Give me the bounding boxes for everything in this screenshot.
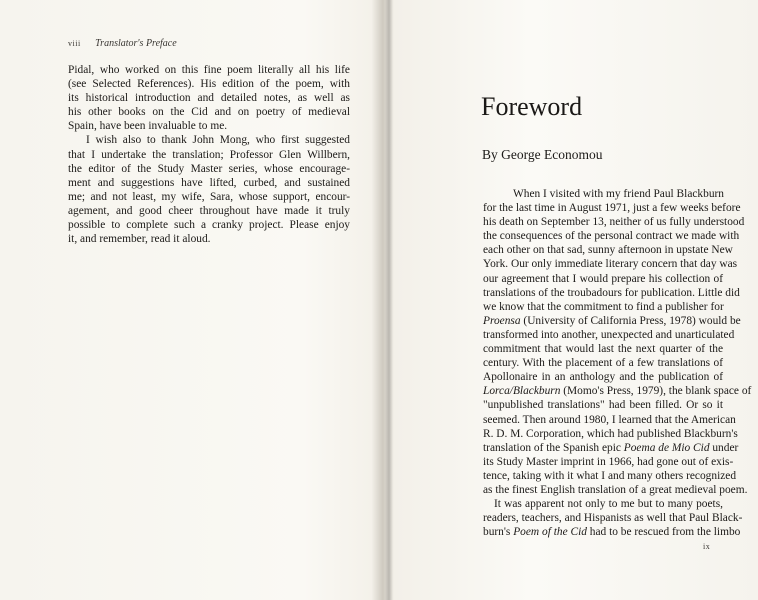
text-line: Lorca/Blackburn (Momo's Press, 1979), the blank space of (483, 385, 752, 398)
text-line: translation of the Spanish epic Poema de Mio Cid under (483, 441, 739, 454)
text-line: Spain, have been invaluable to me. (68, 120, 228, 133)
byline: By George Economou (482, 147, 603, 162)
text-line: ment and suggestions have lifted, curbed, and sustained (68, 176, 350, 189)
text-line: agement, and good cheer throughout have made it truly (68, 204, 350, 217)
text-line: that I undertake the translation; Professor Glen Willbern, (68, 148, 350, 161)
left-body-text (68, 63, 350, 246)
running-head-title: Translator's Preface (95, 38, 177, 49)
text-line: York. Our only immediate literary concern that day was (483, 258, 738, 271)
text-line: century. With the placement of a few translations of (483, 357, 723, 370)
text-line: each other on that sad, sunny afternoon in upstate New (483, 244, 733, 257)
left-folio: viii (68, 39, 81, 48)
text-line: I wish also to thank John Mong, who first suggested (86, 134, 350, 147)
text-line: it, and remember, read it aloud. (68, 233, 211, 246)
running-head (68, 38, 177, 49)
text-line: (see Selected References). His edition of the poem, with (68, 78, 350, 91)
right-folio: ix (703, 542, 711, 551)
text-line: translations of the troubadours for publication. Little did (483, 286, 740, 299)
text-line: Proensa (University of California Press, 1978) would be (483, 314, 741, 327)
right-body-text (483, 187, 752, 539)
text-line: its historical introduction and detailed notes, as well as (68, 92, 350, 105)
text-line: the consequences of the personal contract we made with (483, 230, 740, 243)
text-line: burn's Poem of the Cid had to be rescued from the limbo (483, 526, 741, 539)
text-line: his death on September 13, neither of us fully understood (483, 216, 745, 229)
chapter-title: Foreword (481, 92, 583, 121)
text-line: our agreement that I would prepare his collection of (483, 272, 723, 285)
text-line: as the finest English translation of a great medieval poem. (483, 483, 748, 496)
text-line: Pidal, who worked on this fine poem literally all his life (68, 64, 350, 76)
text-line: the editor of the Study Master series, whose encourage- (68, 162, 350, 175)
text-line: for the last time in August 1971, just a few weeks before (483, 202, 741, 215)
text-line: tence, taking with it what I and many others recognized (483, 469, 737, 482)
text-line: transformed into another, unexpected and unarticulated (483, 328, 735, 341)
text-line: its Study Master imprint in 1966, had gone out of exis- (483, 455, 734, 468)
book-gutter (385, 0, 393, 600)
text-line: readers, teachers, and Hispanists as well that Paul Black- (483, 512, 743, 525)
text-line: It was apparent not only to me but to many poets, (494, 498, 723, 511)
right-page (393, 0, 758, 600)
text-line: possible to complete such a cranky project. Please enjoy (68, 219, 350, 232)
text-line: R. D. M. Corporation, which had published Blackburn's (483, 427, 738, 440)
text-line: his other books on the Cid and on poetry of medieval (68, 106, 350, 119)
text-line: "unpublished translations" had been filled. Or so it (483, 399, 723, 412)
text-line: me; and not least, my wife, Sara, whose support, encour- (68, 190, 350, 203)
text-line: seemed. Then around 1980, I learned that the American (483, 413, 736, 426)
text-line: commitment that would last the next quarter of the (483, 343, 723, 356)
text-line: Apollonaire in an anthology and the publication of (483, 371, 723, 384)
text-line: When I visited with my friend Paul Blackburn (513, 188, 724, 200)
text-line: we know that the commitment to find a publisher for (483, 300, 724, 313)
